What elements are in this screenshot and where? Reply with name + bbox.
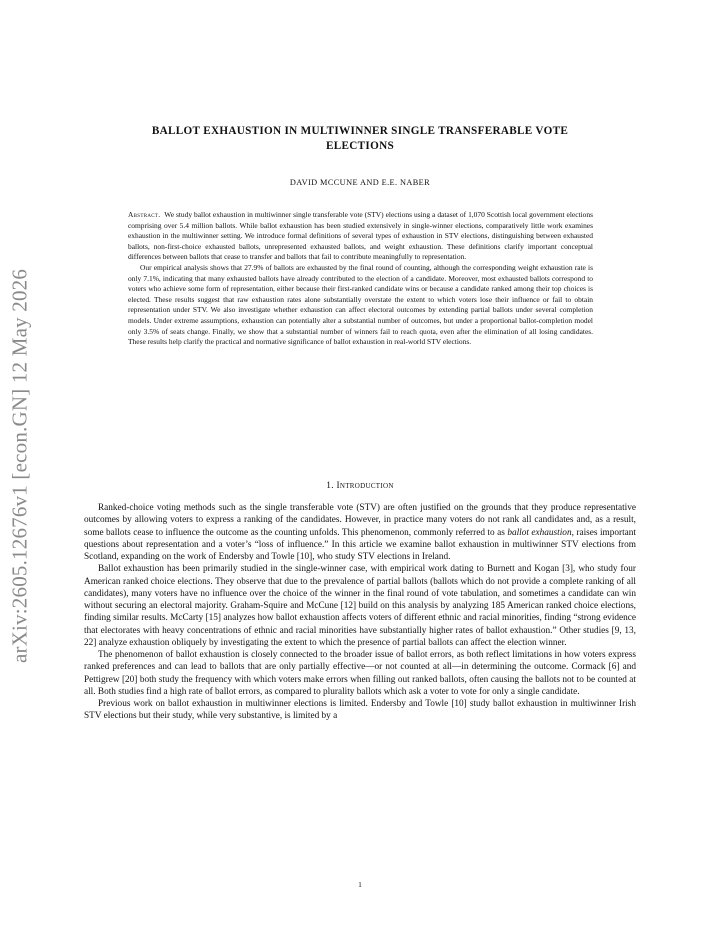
intro-paragraph-2: Ballot exhaustion has been primarily studied in the single-winner case, with empirical work dating to Burnett and Kogan [3], who study four American ranked choice elections. They observe that due to the prevalence of partial ballots (ballots which do not provide a complete ranking of all candidates), many voters have no influence over the choice of the winner in the final round of vote tabulation, and sometimes a candidate can win without securing an electoral majority. Graham-Squire and McCune [12] build on this analysis by analyzing 185 American ranked choice elections, finding similar results. McCarty [15] analyzes how ballot exhaustion affects voters of different ethnic and racial minorities, finding “strong evidence that electorates with heavy concentrations of ethnic and racial minorities have substantially higher rates of ballot exhaustion.” Other studies [9, 13, 22] analyze exhaustion obliquely by investigating the extent to which the presence of partial ballots can affect the election winner. [84,564,636,648]
paper-authors: DAVID MCCUNE AND E.E. NABER [289,178,431,187]
paper-title-line-2: ELECTIONS [326,140,394,152]
arxiv-identifier: arXiv:2605.12676v1 [econ.GN] 12 May 2026 [7,268,32,664]
introduction-body [84,502,636,723]
abstract-paragraph-1 [128,210,593,263]
section-heading-introduction: 1. Introduction [326,481,394,491]
abstract-text-1: We study ballot exhaustion in multiwinner single transferable vote (STV) elections using a dataset of 1,070 Scottish local government elections comprising over 5.4 million ballots. While ballot exhaustion has been studied extensively in single-winner elections, comparatively little work examines exhaustion in the multiwinner setting. We introduce formal definitions of several types of exhaustion in STV elections, distinguishing between exhausted ballots, non-first-choice exhausted ballots, unrepresented exhausted ballots, and weight exhaustion. These definitions clarify important conceptual differences between ballots that cease to transfer and ballots that fail to contribute meaningfully to representation. [128,210,593,262]
abstract [128,210,593,348]
intro-emphasis-ballot-exhaustion: ballot exhaustion [507,527,572,538]
intro-paragraph-1 [84,502,636,563]
intro-paragraph-1-part-b: , raises important questions about representation and a voter’s “loss of influence.” In this article we examine ballot exhaustion in multiwinner STV elections from Scotland, expanding on the work of Endersby and Towle [10], who study STV elections in Ireland. [84,527,636,562]
paper-title [84,124,636,154]
intro-paragraph-1-part-a: Ranked-choice voting methods such as the single transferable vote (STV) are often justified on the grounds that they produce representative outcomes by allowing voters to express a ranking of the candidates. However, in practice many voters do not rank all candidates and, as a result, some ballots cease to influence the outcome as the counting unfolds. This phenomenon, commonly referred to as [84,503,636,538]
page-number: 1 [358,880,362,889]
intro-paragraph-4: Previous work on ballot exhaustion in multiwinner elections is limited. Endersby and Towle [10] study ballot exhaustion in multiwinner Irish STV elections but their study, while very substantive, is limited by a [84,699,636,722]
arxiv-sidebar [0,0,40,932]
abstract-paragraph-2: Our empirical analysis shows that 27.9% of ballots are exhausted by the final round of counting, although the corresponding weight exhaustion rate is only 7.1%, indicating that many exhausted ballots have already contributed to the election of a candidate. Moreover, most exhausted ballots correspond to voters who achieve some form of representation, either because their first-ranked candidate wins or because a candidate ranked among their top choices is elected. These results suggest that raw exhaustion rates alone substantially overstate the extent to which voters lose their influence or fail to obtain representation under STV. We also investigate whether exhaustion can affect electoral outcomes by extending partial ballots under several completion models. Under extreme assumptions, exhaustion can potentially alter a substantial number of outcomes, but under a proportional ballot-completion model only 3.5% of seats change. Finally, we show that a substantial number of winners fail to reach quota, even after the elimination of all losing candidates. These results help clarify the practical and normative significance of ballot exhaustion in real-world STV elections. [128,262,593,347]
intro-paragraph-3: The phenomenon of ballot exhaustion is closely connected to the broader issue of ballot errors, as both reflect limitations in how voters express ranked preferences and can lead to ballots that are only partially effective—or not counted at all—in determining the outcome. Cormack [6] and Pettigrew [20] both study the frequency with which voters make errors when filling out ranked ballots, often causing the ballots not to be counted at all. Both studies find a high rate of ballot errors, as compared to plurality ballots which ask a voter to vote for only a single candidate. [84,650,636,697]
abstract-label: Abstract. [128,210,161,219]
paper-title-line-1: BALLOT EXHAUSTION IN MULTIWINNER SINGLE TRANSFERABLE VOTE [151,125,569,137]
